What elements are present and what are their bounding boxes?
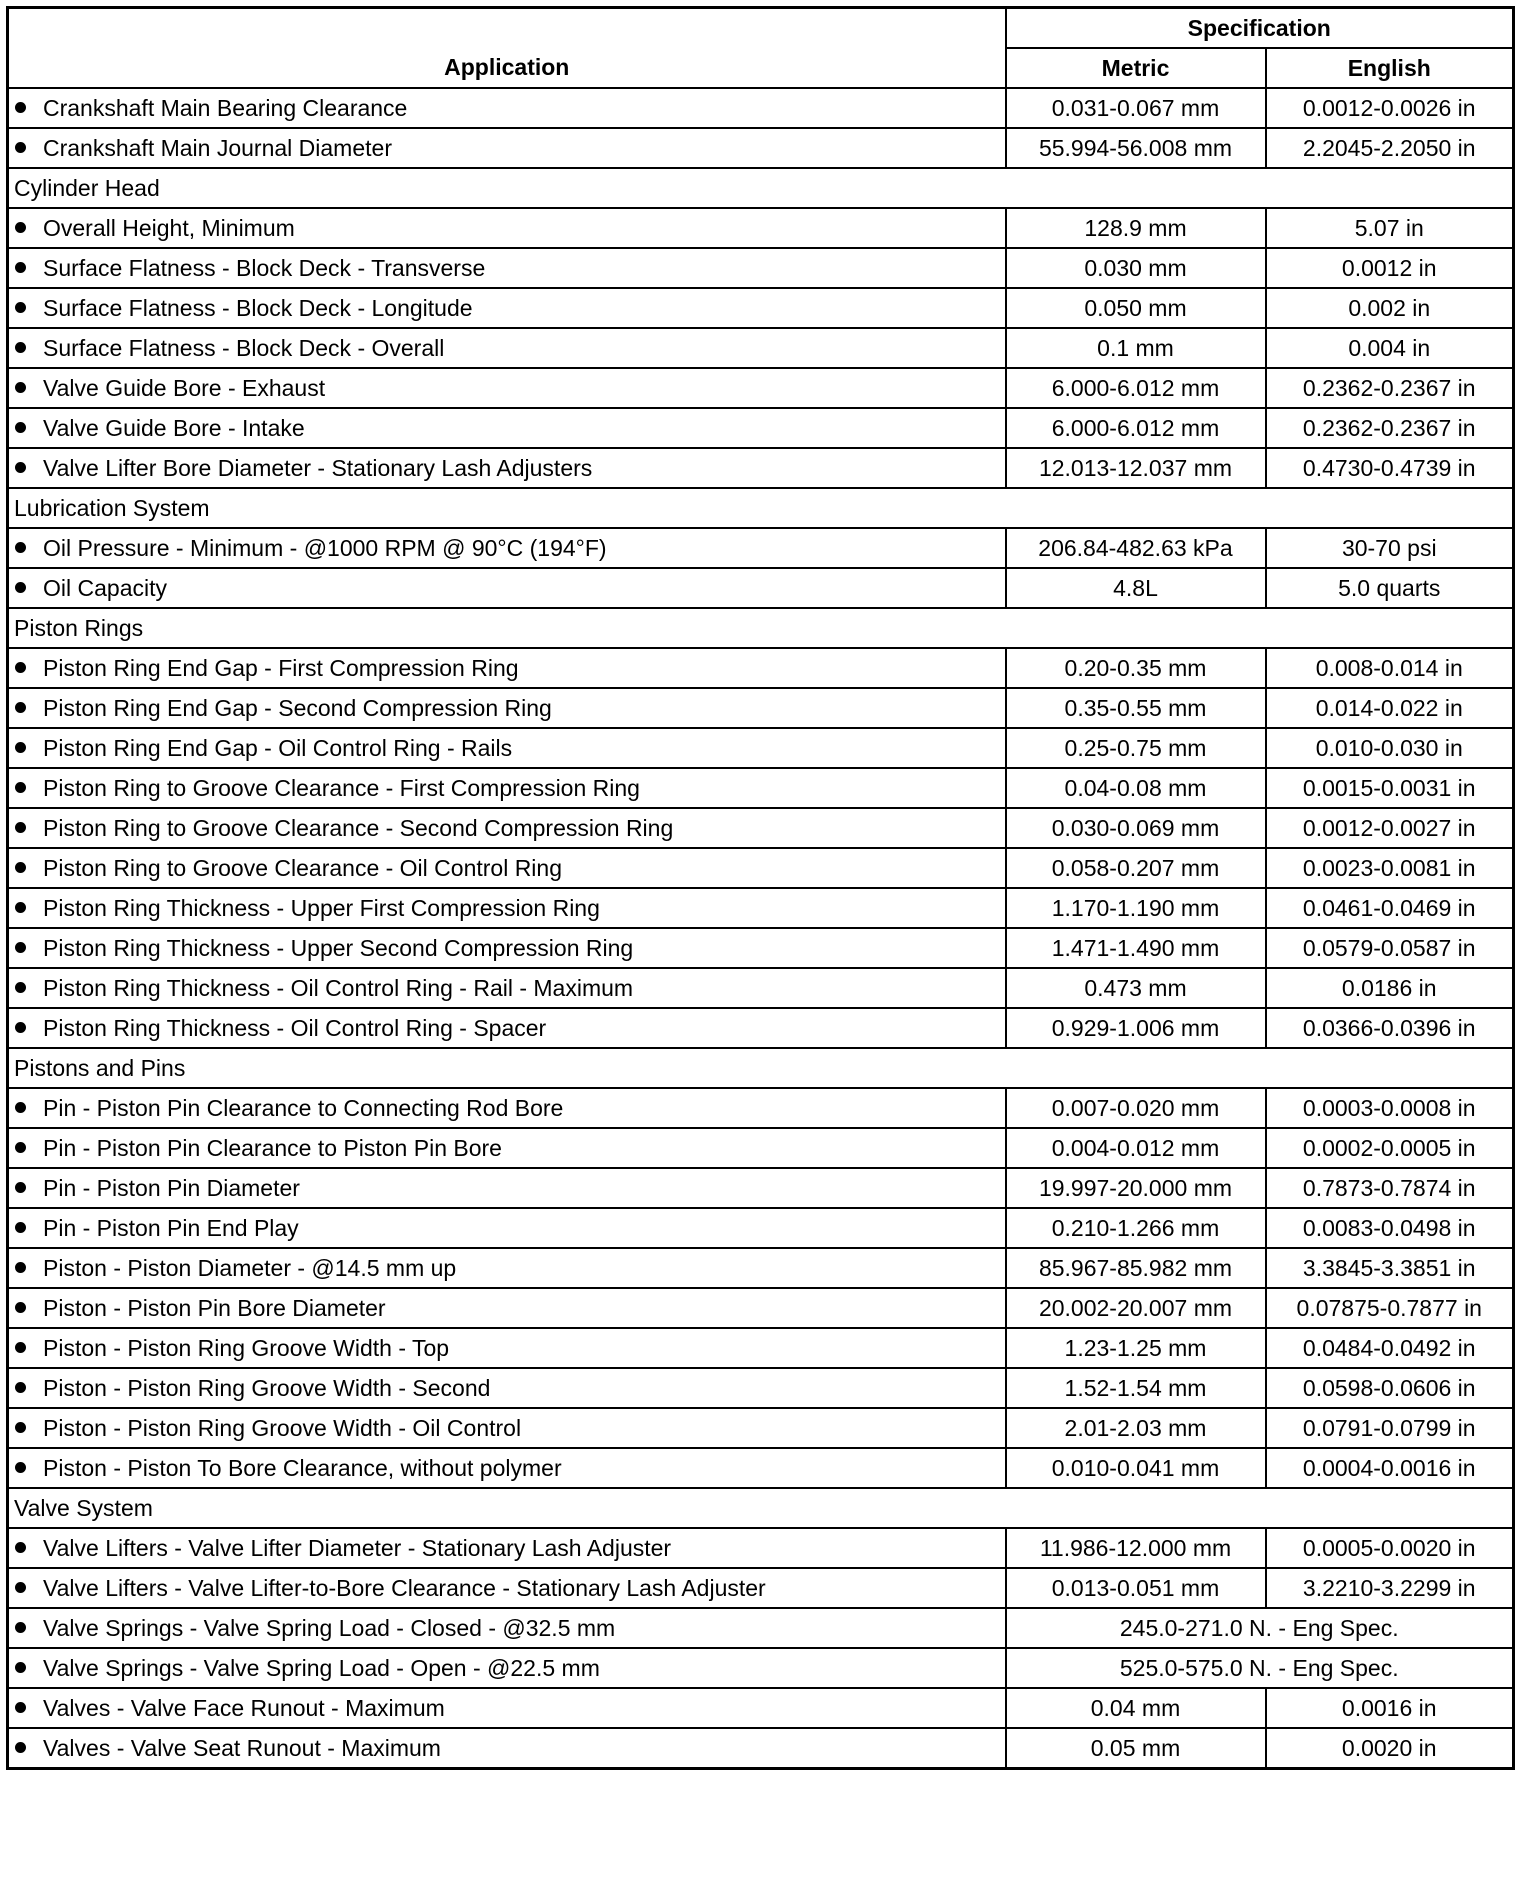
bullet-icon [15,1022,26,1033]
application-cell [8,1648,1006,1688]
metric-cell: 0.25-0.75 mm [1006,728,1266,768]
application-text: Oil Pressure - Minimum - @1000 RPM @ 90°C (194°F) [43,534,607,561]
english-cell: 0.014-0.022 in [1266,688,1514,728]
metric-cell: 1.471-1.490 mm [1006,928,1266,968]
metric-cell: 0.20-0.35 mm [1006,648,1266,688]
bullet-icon [15,782,26,793]
application-cell [8,968,1006,1008]
metric-cell: 0.013-0.051 mm [1006,1568,1266,1608]
application-cell [8,928,1006,968]
metric-cell: 0.058-0.207 mm [1006,848,1266,888]
table-row [8,1368,1514,1408]
bullet-icon [15,902,26,913]
metric-cell: 0.210-1.266 mm [1006,1208,1266,1248]
metric-header: Metric [1006,48,1266,88]
table-row [8,1448,1514,1488]
table-row [8,408,1514,448]
section-title: Valve System [8,1488,1514,1528]
application-cell [8,408,1006,448]
table-row [8,728,1514,768]
application-text: Piston Ring Thickness - Upper Second Compression Ring [43,934,634,961]
bullet-icon [15,1342,26,1353]
application-cell [8,448,1006,488]
bullet-icon [15,1662,26,1673]
application-text: Piston - Piston Pin Bore Diameter [43,1294,386,1321]
table-row [8,1528,1514,1568]
bullet-icon [15,662,26,673]
table-row [8,448,1514,488]
table-row [8,1088,1514,1128]
specification-cell: 525.0-575.0 N. - Eng Spec. [1006,1648,1514,1688]
table-row [8,1728,1514,1769]
section-row [8,168,1514,208]
bullet-icon [15,942,26,953]
application-cell [8,1608,1006,1648]
application-text: Piston Ring to Groove Clearance - Second Compression Ring [43,814,674,841]
application-text: Piston Ring End Gap - Second Compression Ring [43,694,552,721]
application-text: Piston Ring Thickness - Oil Control Ring - Rail - Maximum [43,974,634,1001]
application-cell [8,648,1006,688]
application-text: Piston Ring Thickness - Upper First Compression Ring [43,894,600,921]
table-row [8,1328,1514,1368]
application-text: Pin - Piston Pin End Play [43,1214,299,1241]
bullet-icon [15,342,26,353]
metric-cell: 0.35-0.55 mm [1006,688,1266,728]
application-cell [8,1688,1006,1728]
application-cell [8,1288,1006,1328]
bullet-icon [15,1702,26,1713]
application-cell [8,768,1006,808]
table-row [8,1248,1514,1288]
metric-cell: 0.04 mm [1006,1688,1266,1728]
table-row [8,288,1514,328]
application-text: Valve Lifters - Valve Lifter-to-Bore Clearance - Stationary Lash Adjuster [43,1574,766,1601]
bullet-icon [15,1582,26,1593]
application-text: Surface Flatness - Block Deck - Transverse [43,254,486,281]
section-row [8,1488,1514,1528]
specification-header: Specification [1006,8,1514,49]
application-text: Valves - Valve Seat Runout - Maximum [43,1734,441,1761]
application-cell [8,1728,1006,1769]
application-cell [8,248,1006,288]
application-text: Piston - Piston To Bore Clearance, without polymer [43,1454,562,1481]
application-text: Oil Capacity [43,574,167,601]
bullet-icon [15,862,26,873]
english-cell: 0.0186 in [1266,968,1514,1008]
table-row [8,568,1514,608]
english-cell: 0.0015-0.0031 in [1266,768,1514,808]
application-text: Crankshaft Main Bearing Clearance [43,94,408,121]
bullet-icon [15,1302,26,1313]
bullet-icon [15,422,26,433]
application-cell [8,368,1006,408]
application-header: Application [8,8,1006,89]
application-text: Valve Lifter Bore Diameter - Stationary Lash Adjusters [43,454,593,481]
application-text: Valve Guide Bore - Exhaust [43,374,326,401]
table-row [8,528,1514,568]
application-text: Valve Springs - Valve Spring Load - Closed - @32.5 mm [43,1614,616,1641]
metric-cell: 0.050 mm [1006,288,1266,328]
table-row [8,328,1514,368]
english-cell: 0.0023-0.0081 in [1266,848,1514,888]
application-cell [8,528,1006,568]
section-row [8,488,1514,528]
metric-cell: 1.170-1.190 mm [1006,888,1266,928]
table-row [8,968,1514,1008]
bullet-icon [15,822,26,833]
application-cell [8,1088,1006,1128]
english-cell: 0.0002-0.0005 in [1266,1128,1514,1168]
metric-cell: 1.23-1.25 mm [1006,1328,1266,1368]
bullet-icon [15,1102,26,1113]
english-cell: 0.0012-0.0027 in [1266,808,1514,848]
application-text: Piston - Piston Ring Groove Width - Top [43,1334,450,1361]
english-cell: 5.0 quarts [1266,568,1514,608]
english-cell: 0.0598-0.0606 in [1266,1368,1514,1408]
bullet-icon [15,262,26,273]
metric-cell: 2.01-2.03 mm [1006,1408,1266,1448]
metric-cell: 6.000-6.012 mm [1006,368,1266,408]
table-row [8,1608,1514,1648]
application-text: Overall Height, Minimum [43,214,295,241]
application-text: Valve Springs - Valve Spring Load - Open - @22.5 mm [43,1654,600,1681]
application-text: Piston Ring to Groove Clearance - First Compression Ring [43,774,640,801]
application-text: Pin - Piston Pin Diameter [43,1174,300,1201]
application-cell [8,328,1006,368]
application-cell [8,1128,1006,1168]
application-cell [8,888,1006,928]
application-cell [8,1248,1006,1288]
table-row [8,1288,1514,1328]
english-cell: 0.0484-0.0492 in [1266,1328,1514,1368]
application-text: Valves - Valve Face Runout - Maximum [43,1694,445,1721]
table-row [8,808,1514,848]
application-cell [8,848,1006,888]
bullet-icon [15,1382,26,1393]
application-cell [8,1448,1006,1488]
bullet-icon [15,542,26,553]
english-cell: 5.07 in [1266,208,1514,248]
bullet-icon [15,1622,26,1633]
table-row [8,768,1514,808]
bullet-icon [15,1222,26,1233]
metric-cell: 128.9 mm [1006,208,1266,248]
bullet-icon [15,1422,26,1433]
table-row [8,128,1514,168]
table-row [8,888,1514,928]
metric-cell: 0.04-0.08 mm [1006,768,1266,808]
table-row [8,1688,1514,1728]
bullet-icon [15,1142,26,1153]
english-cell: 0.0012 in [1266,248,1514,288]
metric-cell: 0.1 mm [1006,328,1266,368]
specification-cell: 245.0-271.0 N. - Eng Spec. [1006,1608,1514,1648]
bullet-icon [15,582,26,593]
table-header [8,8,1514,89]
application-cell [8,1368,1006,1408]
table-row [8,248,1514,288]
table-row [8,1568,1514,1608]
section-title: Pistons and Pins [8,1048,1514,1088]
application-cell [8,88,1006,128]
metric-cell: 0.030-0.069 mm [1006,808,1266,848]
bullet-icon [15,462,26,473]
bullet-icon [15,1542,26,1553]
table-body [8,88,1514,1769]
section-row [8,1048,1514,1088]
metric-cell: 0.929-1.006 mm [1006,1008,1266,1048]
english-cell: 0.0012-0.0026 in [1266,88,1514,128]
section-title: Cylinder Head [8,168,1514,208]
table-row [8,928,1514,968]
metric-cell: 0.05 mm [1006,1728,1266,1769]
table-row [8,208,1514,248]
english-cell: 0.0791-0.0799 in [1266,1408,1514,1448]
english-cell: 0.0579-0.0587 in [1266,928,1514,968]
table-row [8,368,1514,408]
bullet-icon [15,382,26,393]
application-cell [8,688,1006,728]
application-text: Piston - Piston Ring Groove Width - Second [43,1374,491,1401]
application-cell [8,728,1006,768]
bullet-icon [15,142,26,153]
english-cell: 0.004 in [1266,328,1514,368]
english-cell: 0.4730-0.4739 in [1266,448,1514,488]
english-cell: 0.0020 in [1266,1728,1514,1769]
table-row [8,1208,1514,1248]
bullet-icon [15,742,26,753]
application-cell [8,208,1006,248]
application-text: Piston Ring to Groove Clearance - Oil Control Ring [43,854,563,881]
metric-cell: 1.52-1.54 mm [1006,1368,1266,1408]
bullet-icon [15,222,26,233]
english-cell: 0.0005-0.0020 in [1266,1528,1514,1568]
english-cell: 0.0083-0.0498 in [1266,1208,1514,1248]
table-row [8,1168,1514,1208]
metric-cell: 0.473 mm [1006,968,1266,1008]
application-text: Surface Flatness - Block Deck - Overall [43,334,445,361]
application-text: Piston Ring End Gap - Oil Control Ring - Rails [43,734,513,761]
specification-table [6,6,1515,1770]
application-text: Valve Guide Bore - Intake [43,414,305,441]
application-text: Valve Lifters - Valve Lifter Diameter - Stationary Lash Adjuster [43,1534,672,1561]
metric-cell: 19.997-20.000 mm [1006,1168,1266,1208]
section-title: Lubrication System [8,488,1514,528]
english-cell: 0.0461-0.0469 in [1266,888,1514,928]
application-text: Crankshaft Main Journal Diameter [43,134,392,161]
english-cell: 0.0003-0.0008 in [1266,1088,1514,1128]
table-row [8,688,1514,728]
table-row [8,1408,1514,1448]
application-cell [8,128,1006,168]
bullet-icon [15,1262,26,1273]
metric-cell: 85.967-85.982 mm [1006,1248,1266,1288]
bullet-icon [15,102,26,113]
english-cell: 30-70 psi [1266,528,1514,568]
application-cell [8,1568,1006,1608]
table-row [8,648,1514,688]
english-cell: 0.0004-0.0016 in [1266,1448,1514,1488]
application-text: Pin - Piston Pin Clearance to Connecting Rod Bore [43,1094,564,1121]
english-cell: 2.2045-2.2050 in [1266,128,1514,168]
english-cell: 3.2210-3.2299 in [1266,1568,1514,1608]
section-title: Piston Rings [8,608,1514,648]
english-cell: 0.0016 in [1266,1688,1514,1728]
english-cell: 3.3845-3.3851 in [1266,1248,1514,1288]
application-cell [8,808,1006,848]
application-text: Piston - Piston Ring Groove Width - Oil Control [43,1414,522,1441]
metric-cell: 0.030 mm [1006,248,1266,288]
metric-cell: 0.004-0.012 mm [1006,1128,1266,1168]
english-cell: 0.002 in [1266,288,1514,328]
bullet-icon [15,1462,26,1473]
application-cell [8,288,1006,328]
bullet-icon [15,1742,26,1753]
application-text: Pin - Piston Pin Clearance to Piston Pin Bore [43,1134,502,1161]
bullet-icon [15,702,26,713]
table-row [8,1128,1514,1168]
metric-cell: 206.84-482.63 kPa [1006,528,1266,568]
table-row [8,1648,1514,1688]
metric-cell: 0.010-0.041 mm [1006,1448,1266,1488]
metric-cell: 11.986-12.000 mm [1006,1528,1266,1568]
english-cell: 0.07875-0.7877 in [1266,1288,1514,1328]
table-row [8,848,1514,888]
application-cell [8,1208,1006,1248]
english-cell: 0.2362-0.2367 in [1266,408,1514,448]
metric-cell: 4.8L [1006,568,1266,608]
metric-cell: 55.994-56.008 mm [1006,128,1266,168]
english-cell: 0.0366-0.0396 in [1266,1008,1514,1048]
english-cell: 0.008-0.014 in [1266,648,1514,688]
application-cell [8,568,1006,608]
table-row [8,88,1514,128]
english-header: English [1266,48,1514,88]
bullet-icon [15,982,26,993]
bullet-icon [15,1182,26,1193]
metric-cell: 6.000-6.012 mm [1006,408,1266,448]
application-cell [8,1328,1006,1368]
section-row [8,608,1514,648]
metric-cell: 12.013-12.037 mm [1006,448,1266,488]
metric-cell: 0.031-0.067 mm [1006,88,1266,128]
english-cell: 0.7873-0.7874 in [1266,1168,1514,1208]
application-cell [8,1008,1006,1048]
spec-table-container [6,6,1515,1770]
table-row [8,1008,1514,1048]
metric-cell: 0.007-0.020 mm [1006,1088,1266,1128]
english-cell: 0.010-0.030 in [1266,728,1514,768]
application-cell [8,1408,1006,1448]
application-cell [8,1528,1006,1568]
english-cell: 0.2362-0.2367 in [1266,368,1514,408]
metric-cell: 20.002-20.007 mm [1006,1288,1266,1328]
application-text: Piston - Piston Diameter - @14.5 mm up [43,1254,457,1281]
application-cell [8,1168,1006,1208]
application-text: Surface Flatness - Block Deck - Longitude [43,294,473,321]
application-text: Piston Ring End Gap - First Compression Ring [43,654,519,681]
application-text: Piston Ring Thickness - Oil Control Ring - Spacer [43,1014,547,1041]
bullet-icon [15,302,26,313]
